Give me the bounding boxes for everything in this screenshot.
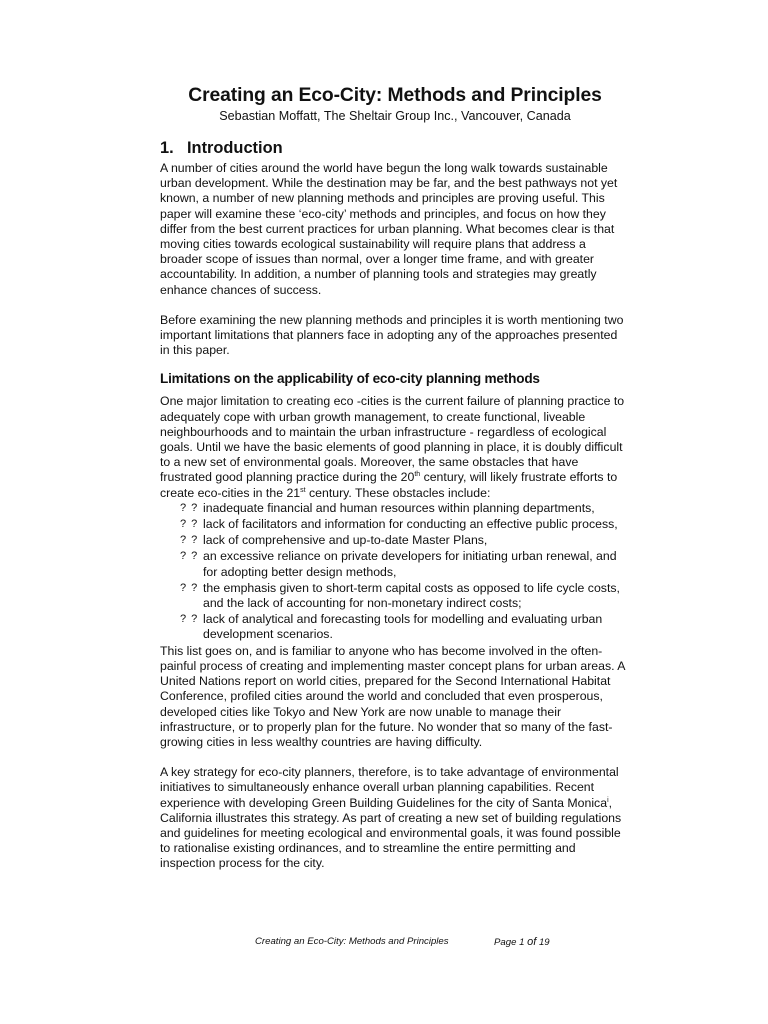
section-number: 1. [160,139,174,157]
limitations-text-b: century, will likely frustrate efforts to create eco-cities in the 21 [160,470,618,500]
list-item [180,533,630,548]
bullet-glyph: ? ? [180,581,199,594]
bullet-glyph: ? ? [180,550,199,563]
superscript-th: th [414,471,421,479]
limitations-text-c: century. These obstacles include: [305,485,491,500]
total-pages: 19 [538,937,550,948]
limitations-paragraph-1 [160,394,630,500]
section-title: Introduction [187,139,283,157]
list-item [180,517,630,532]
running-title: Creating an Eco-City: Methods and Principles [255,936,449,947]
list-item [180,501,630,516]
list-item-text: inadequate financial and human resources within planning departments, [203,500,595,515]
section-heading-introduction [160,138,630,158]
page-footer [255,936,575,947]
list-item-text: the emphasis given to short-term capital costs as opposed to life cycle costs, and the lack of accounting for non-monetary indirect costs; [203,580,620,611]
limitations-text-a: One major limitation to creating eco -cities is the current failure of planning practice to adequately cope with urban growth management, to create functional, liveable neighbourhoods and to maintain the urban infrastructure - regardless of ecological goals. Until we have the basic elements of good planning in place, it is doubly difficult to a new set of environmental goals. Moreover, the same obstacles that have frustrated good planning practice during the 20 [160,394,625,485]
limitations-paragraph-2: This list goes on, and is familiar to anyone who has become involved in the often-painful process of creating and implementing master concept plans for urban areas. A United Nations report on world cities, prepared for the Second International Habitat Conference, profiled cities around the world and concluded that even prosperous, developed cities like Tokyo and New York are now unable to manage their infrastructure, or to properly plan for the future. No wonder that so many of the fast-growing cities in less wealthy countries are having difficulty. [160,643,625,749]
footnote-marker: i [607,796,609,804]
intro-paragraph-2: Before examining the new planning methods and principles it is worth mentioning two important limitations that planners face in adopting any of the approaches presented in this paper. [160,312,624,358]
paper-page [160,84,630,872]
list-item [180,581,630,611]
author-byline: Sebastian Moffatt, The Sheltair Group Inc., Vancouver, Canada [219,109,571,123]
subsection-heading-limitations: Limitations on the applicability of eco-city planning methods [160,371,540,387]
strategy-text-a: A key strategy for eco-city planners, therefore, is to take advantage of environmental initiatives to simultaneously enhance overall urban planning capabilities. Recent experience with developing Green Building Guidelines for the city of Santa Monica [160,765,619,810]
page-number [494,936,550,948]
intro-paragraph-1: A number of cities around the world have begun the long walk towards sustainable urban development. While the destination may be far, and the best pathways not yet known, a number of new planning methods and principles are proving useful. This paper will examine these ‘eco-city’ methods and principles, and focus on how they differ from the best current practices for urban planning. What becomes clear is that moving cities towards ecological sustainability will require plans that address a broader scope of issues than normal, over a longer time frame, and with greater accountability. In addition, a number of planning tools and strategies may greatly enhance chances of success. [160,161,618,297]
list-item-text: lack of facilitators and information for conducting an effective public process, [203,517,618,532]
bullet-glyph: ? ? [180,518,199,531]
strategy-text-b: , California illustrates this strategy. As part of creating a new set of building regulations and guidelines for meeting ecological and environmental goals, it was found possible to rationalise existing ordinances, and to streamline the entire permitting and inspection process for the city. [160,795,622,871]
list-item-text: lack of analytical and forecasting tools for modelling and evaluating urban development scenarios. [203,612,603,642]
list-item-text: an excessive reliance on private developers for initiating urban renewal, and for adopting better design methods, [203,549,617,579]
limitations-paragraph-3 [160,765,630,871]
bullet-glyph: ? ? [180,501,199,514]
bullet-glyph: ? ? [180,613,199,626]
bullet-glyph: ? ? [180,534,199,547]
paper-title: Creating an Eco-City: Methods and Principles [188,85,602,106]
superscript-st: st [300,486,306,494]
page-label: Page 1 [494,937,525,948]
obstacles-list [160,501,630,643]
list-item [180,549,630,579]
of-label: of [527,936,537,948]
list-item-text: lack of comprehensive and up-to-date Master Plans, [203,533,488,548]
list-item [180,612,630,642]
